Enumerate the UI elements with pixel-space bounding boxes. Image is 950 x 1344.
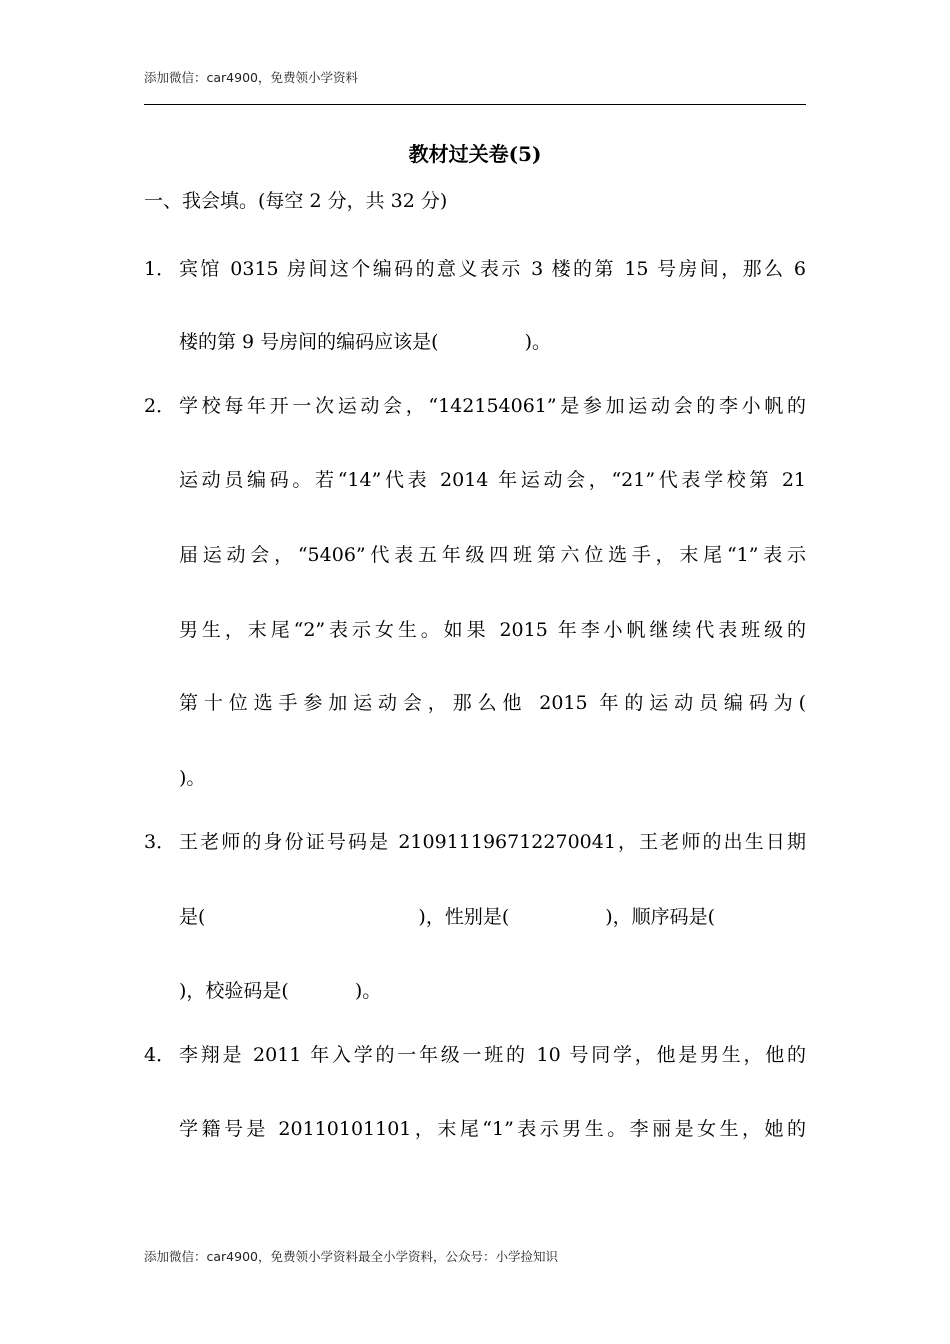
question-2-line-4: 男生，末尾“2”表示女生。如果 2015 年李小帆继续代表班级的 — [179, 619, 806, 641]
question-2-line-5: 第十位选手参加运动会，那么他 2015 年的运动员编码为( — [179, 692, 806, 714]
question-3-text-e: )。 — [354, 980, 382, 1002]
question-3-text-c: )，顺序码是( — [605, 906, 716, 928]
question-2-line-3: 届运动会，“5406”代表五年级四班第六位选手，末尾“1”表示 — [179, 544, 806, 566]
question-1-text-b: )。 — [524, 331, 552, 353]
question-4-line-2: 学籍号是 20110101101，末尾“1”表示男生。李丽是女生，她的 — [179, 1118, 806, 1140]
question-1-number: 1． — [144, 258, 176, 280]
question-4-line-1: 李翔是 2011 年入学的一年级一班的 10 号同学，他是男生，他的 — [179, 1044, 806, 1066]
question-3-line-3 — [179, 976, 806, 1003]
question-1-line-2 — [179, 327, 806, 354]
question-3-text-b: )，性别是( — [418, 906, 510, 928]
question-3-text-a: 是( — [179, 906, 206, 928]
header-rule — [144, 104, 806, 105]
question-3-line-2 — [179, 902, 806, 929]
page-header: 添加微信：car4900，免费领小学资料 — [144, 70, 358, 85]
section-heading: 一、我会填。(每空 2 分，共 32 分) — [144, 190, 448, 212]
question-3-number: 3． — [144, 831, 176, 853]
question-2-line-1: 学校每年开一次运动会，“142154061”是参加运动会的李小帆的 — [179, 395, 806, 417]
question-1-text-a: 楼的第 9 号房间的编码应该是( — [179, 331, 439, 353]
question-4-number: 4． — [144, 1044, 176, 1066]
page-title: 教材过关卷(5) — [408, 142, 542, 166]
question-1-line-1: 宾馆 0315 房间这个编码的意义表示 3 楼的第 15 号房间，那么 6 — [179, 258, 806, 280]
page-footer: 添加微信：car4900，免费领小学资料最全小学资料，公众号：小学捡知识 — [144, 1249, 558, 1264]
question-3-text-d: )，校验码是( — [179, 980, 289, 1002]
question-2-line-6: )。 — [179, 767, 206, 789]
question-2-number: 2． — [144, 395, 176, 417]
question-2-line-2: 运动员编码。若“14”代表 2014 年运动会，“21”代表学校第 21 — [179, 469, 806, 491]
question-3-line-1: 王老师的身份证号码是 210911196712270041，王老师的出生日期 — [179, 831, 806, 853]
